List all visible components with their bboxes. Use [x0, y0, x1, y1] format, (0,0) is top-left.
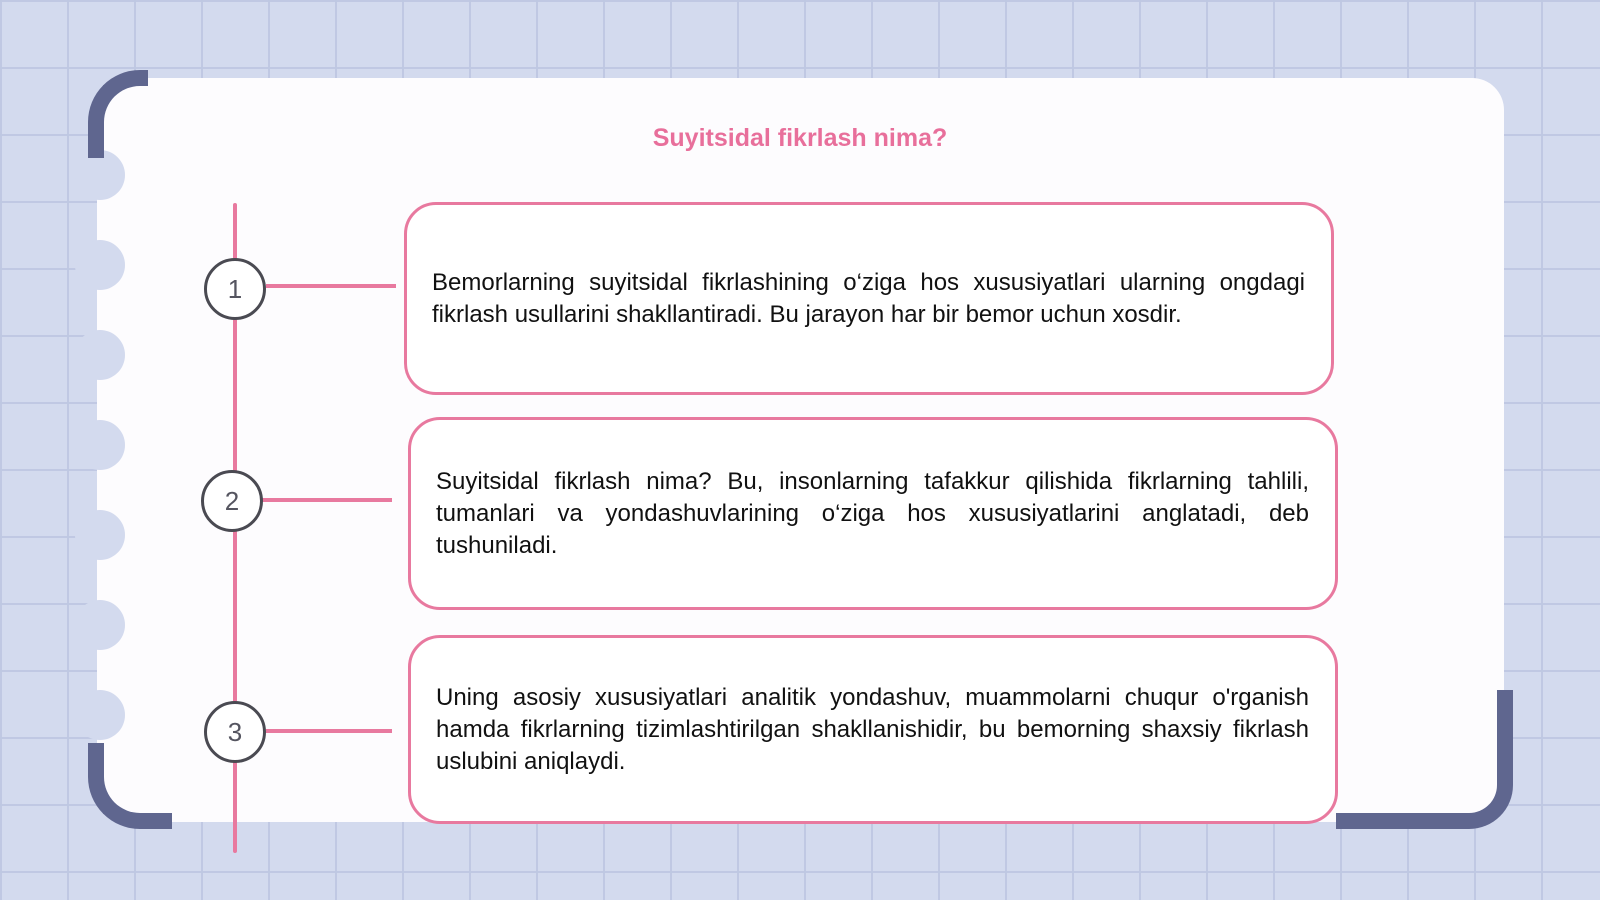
timeline-connector-3: [266, 729, 392, 733]
step-number-2: 2: [201, 470, 263, 532]
step-text-1: Bemorlarning suyitsidal fikrlashining o‘ziga hos xususiyatlari ularning ongdagi fikrlash usullarini shakllantiradi. Bu jarayon har bir bemor uchun xosdir.: [432, 268, 1305, 328]
step-number-1: 1: [204, 258, 266, 320]
notebook-notch: [75, 510, 125, 560]
notebook-notch: [75, 600, 125, 650]
step-box-3: [408, 635, 1338, 824]
step-text-3: Uning asosiy xususiyatlari analitik yondashuv, muammolarni chuqur o'rganish hamda fikrlarning tizimlashtirilgan shakllanishidir, bu bemorning shaxsiy fikrlash uslubini aniqlaydi.: [436, 683, 1309, 775]
step-box-2: [408, 417, 1338, 610]
frame-corner-bottom-left: [88, 743, 172, 829]
frame-corner-bottom-right: [1336, 690, 1513, 829]
notebook-notch: [75, 420, 125, 470]
slide-title: Suyitsidal fikrlash nima?: [652, 124, 948, 152]
step-number-3: 3: [204, 701, 266, 763]
timeline-connector-1: [266, 284, 396, 288]
timeline-connector-2: [262, 498, 392, 502]
step-text-2: Suyitsidal fikrlash nima? Bu, insonlarning tafakkur qilishida fikrlarning tahlili, tumanlari va yondashuvlarining o‘ziga hos xususiyatlarini anglatadi, deb tushuniladi.: [436, 467, 1309, 559]
notebook-notch: [75, 690, 125, 740]
notebook-notch: [75, 330, 125, 380]
notebook-notch: [75, 240, 125, 290]
step-box-1: [404, 202, 1334, 395]
